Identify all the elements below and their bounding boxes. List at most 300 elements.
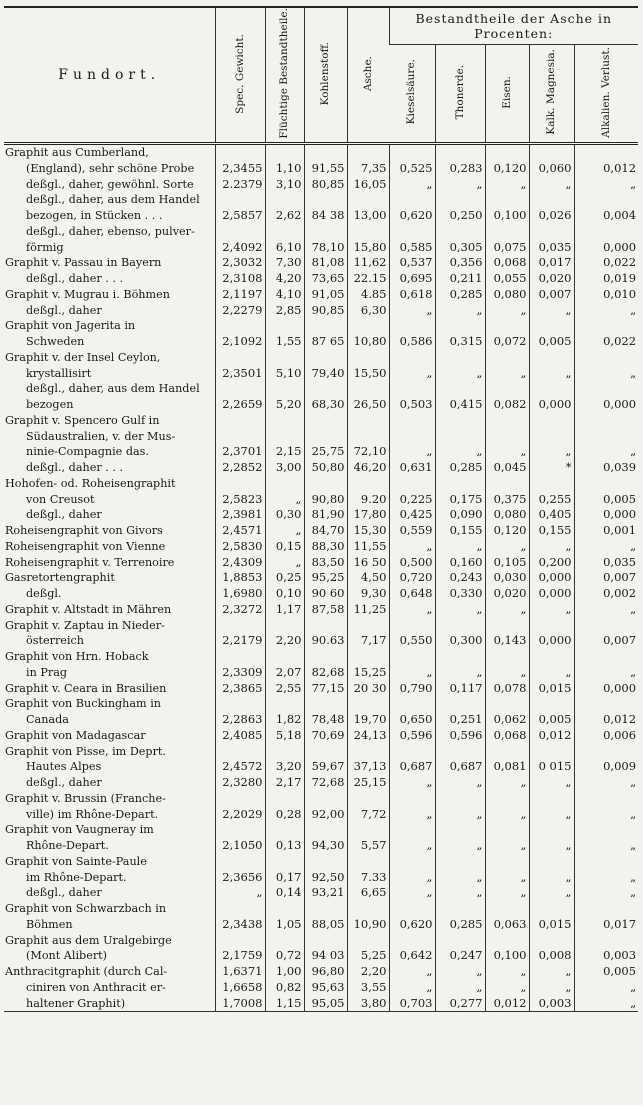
cell-fundort: Graphit von Pisse, im Deprt. — [5, 744, 166, 758]
cell-kalk-magnesia: „ — [529, 177, 574, 193]
cell-asche: 7,35 — [347, 161, 389, 177]
table-row — [4, 224, 638, 240]
cell-fluechtige: 5,10 — [265, 366, 304, 382]
cell-kalk-magnesia — [529, 350, 574, 366]
cell-kalk-magnesia: 0,000 — [529, 397, 574, 413]
cell-spec-gewicht: „ — [215, 885, 265, 901]
cell-fluechtige: 2,17 — [265, 775, 304, 791]
cell-kalk-magnesia — [529, 429, 574, 445]
header-asche: Asche. — [347, 7, 389, 144]
cell-kalk-magnesia: „ — [529, 665, 574, 681]
cell-spec-gewicht: 2,3981 — [215, 507, 265, 523]
cell-asche: 11,62 — [347, 255, 389, 271]
cell-kohlenstoff: 92,50 — [304, 870, 347, 886]
cell-kohlenstoff: 90.63 — [304, 633, 347, 649]
cell-fundort: deßgl., daher — [26, 508, 102, 522]
cell-asche: 37,13 — [347, 759, 389, 775]
table-row — [4, 523, 638, 539]
cell-asche: 13,00 — [347, 208, 389, 224]
cell-kohlenstoff: 72,68 — [304, 775, 347, 791]
cell-asche — [347, 144, 389, 161]
cell-thonerde: „ — [435, 870, 485, 886]
cell-kohlenstoff: 94 03 — [304, 948, 347, 964]
table-row — [4, 649, 638, 665]
cell-kieselsaeure — [389, 144, 435, 161]
cell-fluechtige: 1,82 — [265, 712, 304, 728]
cell-fluechtige: 0,72 — [265, 948, 304, 964]
cell-eisen: „ — [485, 303, 529, 319]
cell-fluechtige: 2,62 — [265, 208, 304, 224]
cell-thonerde: „ — [435, 964, 485, 980]
cell-kieselsaeure: „ — [389, 964, 435, 980]
cell-alkalien-verlust: „ — [574, 303, 638, 319]
cell-kieselsaeure: „ — [389, 444, 435, 460]
header-fluechtige: Flüchtige Bestandtheile. — [265, 7, 304, 144]
cell-kieselsaeure — [389, 791, 435, 807]
cell-kieselsaeure: 0,500 — [389, 555, 435, 571]
cell-alkalien-verlust: 0,022 — [574, 334, 638, 350]
cell-kieselsaeure: 0,790 — [389, 681, 435, 697]
cell-kohlenstoff: 59,67 — [304, 759, 347, 775]
cell-kieselsaeure — [389, 744, 435, 760]
cell-fluechtige — [265, 933, 304, 949]
cell-thonerde: 0,160 — [435, 555, 485, 571]
cell-kohlenstoff — [304, 476, 347, 492]
cell-spec-gewicht: 2,1050 — [215, 838, 265, 854]
cell-spec-gewicht: 2,4085 — [215, 728, 265, 744]
cell-eisen: „ — [485, 602, 529, 618]
cell-alkalien-verlust: 0,000 — [574, 397, 638, 413]
cell-spec-gewicht: 2,2852 — [215, 460, 265, 476]
cell-kalk-magnesia: 0,026 — [529, 208, 574, 224]
cell-kalk-magnesia: 0,003 — [529, 996, 574, 1012]
cell-fundort: deßgl., daher — [26, 886, 102, 900]
cell-kalk-magnesia: 0,405 — [529, 507, 574, 523]
cell-kohlenstoff — [304, 413, 347, 429]
cell-eisen: „ — [485, 964, 529, 980]
cell-kieselsaeure: „ — [389, 838, 435, 854]
cell-kieselsaeure: 0,425 — [389, 507, 435, 523]
cell-alkalien-verlust: „ — [574, 444, 638, 460]
cell-kohlenstoff: 88,05 — [304, 917, 347, 933]
cell-thonerde — [435, 192, 485, 208]
cell-kohlenstoff: 94,30 — [304, 838, 347, 854]
table-row — [4, 681, 638, 697]
cell-asche: 7,17 — [347, 633, 389, 649]
cell-fluechtige: „ — [265, 555, 304, 571]
cell-fundort: Graphit von Hrn. Hoback — [5, 650, 149, 663]
cell-fundort: bezogen — [26, 398, 74, 411]
cell-kalk-magnesia: „ — [529, 838, 574, 854]
cell-fluechtige: 0,17 — [265, 870, 304, 886]
cell-kalk-magnesia: 0,015 — [529, 917, 574, 933]
cell-eisen: „ — [485, 366, 529, 382]
cell-asche — [347, 318, 389, 334]
cell-alkalien-verlust: „ — [574, 870, 638, 886]
cell-kohlenstoff: 73,65 — [304, 271, 347, 287]
cell-asche: 16 50 — [347, 555, 389, 571]
cell-thonerde: 0,315 — [435, 334, 485, 350]
cell-alkalien-verlust: 0,009 — [574, 759, 638, 775]
cell-kalk-magnesia: 0,060 — [529, 161, 574, 177]
cell-kieselsaeure — [389, 318, 435, 334]
cell-kohlenstoff: 90 60 — [304, 586, 347, 602]
cell-spec-gewicht: 2,2029 — [215, 807, 265, 823]
cell-kohlenstoff — [304, 192, 347, 208]
cell-alkalien-verlust: 0,012 — [574, 712, 638, 728]
table-row — [4, 901, 638, 917]
cell-fluechtige: 0,30 — [265, 507, 304, 523]
cell-kieselsaeure: 0,586 — [389, 334, 435, 350]
cell-eisen — [485, 144, 529, 161]
cell-fluechtige — [265, 696, 304, 712]
cell-kieselsaeure — [389, 933, 435, 949]
cell-eisen — [485, 933, 529, 949]
cell-asche — [347, 933, 389, 949]
cell-fluechtige: 3,00 — [265, 460, 304, 476]
cell-kieselsaeure — [389, 350, 435, 366]
cell-eisen: „ — [485, 775, 529, 791]
table-row — [4, 570, 638, 586]
cell-fundort: Graphit v. Zaptau in Nieder- — [5, 618, 165, 632]
cell-thonerde: 0,330 — [435, 586, 485, 602]
cell-kohlenstoff: 25,75 — [304, 444, 347, 460]
cell-kieselsaeure — [389, 822, 435, 838]
cell-asche: 11,25 — [347, 602, 389, 618]
cell-eisen — [485, 649, 529, 665]
cell-kohlenstoff — [304, 791, 347, 807]
cell-asche — [347, 822, 389, 838]
cell-fundort: ninie-Compagnie das. — [26, 445, 149, 459]
cell-fluechtige: 0,15 — [265, 539, 304, 555]
cell-kieselsaeure: 0,596 — [389, 728, 435, 744]
header-eisen: Eisen. — [485, 45, 529, 144]
cell-kohlenstoff: 84 38 — [304, 208, 347, 224]
cell-eisen: „ — [485, 177, 529, 193]
cell-eisen — [485, 413, 529, 429]
cell-alkalien-verlust: 0,006 — [574, 728, 638, 744]
table-row — [4, 350, 638, 366]
cell-thonerde — [435, 144, 485, 161]
header-kohlenstoff: Kohlenstoff. — [304, 7, 347, 144]
table-body — [4, 144, 638, 1012]
cell-thonerde — [435, 318, 485, 334]
cell-kalk-magnesia — [529, 933, 574, 949]
cell-spec-gewicht — [215, 350, 265, 366]
cell-eisen: 0,068 — [485, 255, 529, 271]
cell-kalk-magnesia — [529, 224, 574, 240]
cell-kalk-magnesia: „ — [529, 870, 574, 886]
cell-eisen: 0,075 — [485, 240, 529, 256]
table-row — [4, 696, 638, 712]
cell-eisen: 0,020 — [485, 586, 529, 602]
cell-fundort: Hautes Alpes — [26, 760, 102, 774]
cell-kieselsaeure: 0,618 — [389, 287, 435, 303]
cell-kieselsaeure — [389, 618, 435, 634]
cell-thonerde: „ — [435, 980, 485, 996]
cell-thonerde: „ — [435, 838, 485, 854]
cell-spec-gewicht — [215, 791, 265, 807]
cell-fluechtige: „ — [265, 492, 304, 508]
cell-eisen — [485, 696, 529, 712]
table-row — [4, 917, 638, 933]
cell-asche: 2,20 — [347, 964, 389, 980]
header-spec-gewicht: Spec. Gewicht. — [215, 7, 265, 144]
table-row — [4, 964, 638, 980]
cell-spec-gewicht: 2,3438 — [215, 917, 265, 933]
table-row — [4, 728, 638, 744]
cell-kalk-magnesia: „ — [529, 980, 574, 996]
cell-asche — [347, 476, 389, 492]
cell-alkalien-verlust: „ — [574, 539, 638, 555]
cell-fluechtige: 2,55 — [265, 681, 304, 697]
cell-alkalien-verlust — [574, 618, 638, 634]
cell-kieselsaeure — [389, 901, 435, 917]
cell-thonerde — [435, 649, 485, 665]
cell-fundort: Böhmen — [26, 917, 73, 931]
cell-alkalien-verlust: 0,017 — [574, 917, 638, 933]
cell-fundort: Graphit von Sainte-Paule — [5, 854, 147, 868]
header-alkalien-verlust: Alkalien. Verlust. — [574, 45, 638, 144]
cell-asche: 15,30 — [347, 523, 389, 539]
cell-alkalien-verlust: 0,002 — [574, 586, 638, 602]
cell-alkalien-verlust — [574, 744, 638, 760]
cell-kalk-magnesia: „ — [529, 444, 574, 460]
cell-kohlenstoff: 91,55 — [304, 161, 347, 177]
cell-kalk-magnesia: 0,000 — [529, 570, 574, 586]
cell-asche — [347, 791, 389, 807]
cell-alkalien-verlust — [574, 192, 638, 208]
cell-fluechtige: 4,20 — [265, 271, 304, 287]
table-row — [4, 602, 638, 618]
cell-alkalien-verlust — [574, 696, 638, 712]
cell-alkalien-verlust: 0,019 — [574, 271, 638, 287]
cell-kieselsaeure: „ — [389, 539, 435, 555]
cell-fluechtige: 6,10 — [265, 240, 304, 256]
cell-fundort: Canada — [26, 713, 69, 726]
cell-spec-gewicht: 2,3032 — [215, 255, 265, 271]
cell-kieselsaeure: „ — [389, 807, 435, 823]
cell-kieselsaeure — [389, 224, 435, 240]
cell-fluechtige: 0,28 — [265, 807, 304, 823]
cell-spec-gewicht: 2.2379 — [215, 177, 265, 193]
header-kalk-magnesia: Kalk. Magnesia. — [529, 45, 574, 144]
cell-alkalien-verlust — [574, 429, 638, 445]
cell-spec-gewicht: 2,3309 — [215, 665, 265, 681]
cell-eisen — [485, 381, 529, 397]
cell-spec-gewicht: 2,4571 — [215, 523, 265, 539]
cell-asche: 6,65 — [347, 885, 389, 901]
cell-fundort: ciniren von Anthracit er- — [26, 980, 166, 994]
cell-kieselsaeure: 0,537 — [389, 255, 435, 271]
cell-eisen — [485, 822, 529, 838]
cell-fluechtige: 1,05 — [265, 917, 304, 933]
cell-kalk-magnesia: 0,005 — [529, 334, 574, 350]
cell-kieselsaeure: „ — [389, 775, 435, 791]
cell-thonerde: 0,283 — [435, 161, 485, 177]
cell-fundort: österreich — [26, 634, 84, 648]
cell-kalk-magnesia — [529, 901, 574, 917]
cell-kalk-magnesia: 0,255 — [529, 492, 574, 508]
cell-eisen: „ — [485, 980, 529, 996]
cell-spec-gewicht — [215, 854, 265, 870]
table-row — [4, 980, 638, 996]
cell-fundort: Roheisengraphit von Vienne — [5, 539, 166, 553]
cell-asche: 72,10 — [347, 444, 389, 460]
cell-kieselsaeure — [389, 192, 435, 208]
cell-alkalien-verlust: „ — [574, 885, 638, 901]
cell-kalk-magnesia — [529, 381, 574, 397]
cell-fundort: Graphit v. Passau in Bayern — [5, 256, 162, 270]
cell-eisen: 0,072 — [485, 334, 529, 350]
cell-kalk-magnesia: 0,155 — [529, 523, 574, 539]
cell-eisen: „ — [485, 444, 529, 460]
cell-asche — [347, 649, 389, 665]
cell-thonerde: „ — [435, 885, 485, 901]
cell-fluechtige: 0,13 — [265, 838, 304, 854]
cell-spec-gewicht — [215, 144, 265, 161]
cell-asche: 17,80 — [347, 507, 389, 523]
cell-kieselsaeure — [389, 649, 435, 665]
cell-fundort: (Mont Alibert) — [26, 949, 108, 963]
header-group-asche-bestandtheile: Bestandtheile der Asche in Procenten: — [389, 7, 638, 45]
cell-kalk-magnesia — [529, 144, 574, 161]
cell-thonerde — [435, 744, 485, 760]
cell-fundort: Graphit von Schwarzbach in — [5, 902, 167, 915]
cell-fluechtige: 1,10 — [265, 161, 304, 177]
cell-kohlenstoff: 80,85 — [304, 177, 347, 193]
cell-asche: 46,20 — [347, 460, 389, 476]
cell-alkalien-verlust: „ — [574, 665, 638, 681]
cell-asche — [347, 618, 389, 634]
cell-fluechtige: 3,10 — [265, 177, 304, 193]
cell-fluechtige: 0,14 — [265, 885, 304, 901]
cell-asche — [347, 901, 389, 917]
cell-kohlenstoff: 78,10 — [304, 240, 347, 256]
cell-alkalien-verlust: „ — [574, 775, 638, 791]
cell-thonerde: „ — [435, 444, 485, 460]
table-row — [4, 712, 638, 728]
cell-kohlenstoff — [304, 318, 347, 334]
cell-eisen: 0,055 — [485, 271, 529, 287]
table-row — [4, 144, 638, 161]
header-kieselsaeure: Kieselsäure. — [405, 59, 418, 125]
cell-asche: 5,57 — [347, 838, 389, 854]
cell-asche: 15,50 — [347, 366, 389, 382]
cell-alkalien-verlust: „ — [574, 838, 638, 854]
cell-alkalien-verlust: 0,010 — [574, 287, 638, 303]
cell-spec-gewicht: 1,8853 — [215, 570, 265, 586]
cell-spec-gewicht: 2,2863 — [215, 712, 265, 728]
cell-spec-gewicht: 2,4309 — [215, 555, 265, 571]
cell-kieselsaeure: 0,620 — [389, 917, 435, 933]
cell-spec-gewicht: 2,3501 — [215, 366, 265, 382]
table-row — [4, 948, 638, 964]
cell-kieselsaeure: 0,559 — [389, 523, 435, 539]
cell-kalk-magnesia: „ — [529, 539, 574, 555]
cell-kalk-magnesia — [529, 192, 574, 208]
cell-fundort: Graphit v. Ceara in Brasilien — [5, 681, 167, 695]
cell-kieselsaeure: 0,642 — [389, 948, 435, 964]
cell-fundort: deßgl., daher . . . — [26, 461, 124, 474]
cell-kieselsaeure — [389, 854, 435, 870]
cell-fluechtige — [265, 144, 304, 161]
cell-fluechtige: 1,55 — [265, 334, 304, 350]
cell-fluechtige — [265, 822, 304, 838]
cell-eisen — [485, 476, 529, 492]
cell-asche — [347, 744, 389, 760]
cell-fluechtige — [265, 901, 304, 917]
cell-spec-gewicht — [215, 618, 265, 634]
cell-alkalien-verlust: „ — [574, 366, 638, 382]
cell-thonerde: „ — [435, 807, 485, 823]
cell-spec-gewicht: 2,2659 — [215, 397, 265, 413]
cell-asche: 11,55 — [347, 539, 389, 555]
table-row — [4, 413, 638, 429]
cell-eisen: „ — [485, 807, 529, 823]
cell-alkalien-verlust: 0,022 — [574, 255, 638, 271]
cell-kieselsaeure: 0,503 — [389, 397, 435, 413]
cell-fundort: deßgl., daher, ebenso, pulver- — [26, 224, 195, 238]
cell-eisen: 0,080 — [485, 507, 529, 523]
cell-fluechtige: 4,10 — [265, 287, 304, 303]
cell-kieselsaeure: „ — [389, 177, 435, 193]
cell-asche — [347, 350, 389, 366]
table-row — [4, 240, 638, 256]
cell-kohlenstoff: 84,70 — [304, 523, 347, 539]
cell-fluechtige — [265, 791, 304, 807]
table-row — [4, 665, 638, 681]
cell-fundort: deßgl., daher — [26, 776, 102, 789]
cell-kalk-magnesia: * — [529, 460, 574, 476]
cell-eisen — [485, 901, 529, 917]
cell-kohlenstoff — [304, 224, 347, 240]
cell-asche — [347, 192, 389, 208]
graphite-analysis-table — [4, 6, 638, 1012]
cell-eisen — [485, 744, 529, 760]
cell-asche: 4,50 — [347, 570, 389, 586]
cell-fluechtige: 1,17 — [265, 602, 304, 618]
cell-kohlenstoff: 95,25 — [304, 570, 347, 586]
cell-asche: 4.85 — [347, 287, 389, 303]
cell-asche: 7.33 — [347, 870, 389, 886]
cell-spec-gewicht: 2,3280 — [215, 775, 265, 791]
table-header — [4, 7, 638, 144]
cell-eisen: 0,081 — [485, 759, 529, 775]
cell-thonerde — [435, 933, 485, 949]
cell-asche: 9.20 — [347, 492, 389, 508]
cell-thonerde — [435, 854, 485, 870]
cell-kalk-magnesia: 0,007 — [529, 287, 574, 303]
cell-kohlenstoff — [304, 696, 347, 712]
table-row — [4, 476, 638, 492]
cell-fundort: Gasretortengraphit — [5, 571, 115, 585]
cell-spec-gewicht: 2,3656 — [215, 870, 265, 886]
cell-kieselsaeure — [389, 381, 435, 397]
cell-thonerde: 0,356 — [435, 255, 485, 271]
table-row — [4, 539, 638, 555]
cell-spec-gewicht: 2,5823 — [215, 492, 265, 508]
table-row — [4, 208, 638, 224]
cell-spec-gewicht: 2,3701 — [215, 444, 265, 460]
table-row — [4, 759, 638, 775]
cell-kohlenstoff — [304, 901, 347, 917]
cell-eisen: „ — [485, 665, 529, 681]
cell-fundort: Graphit von Jagerita in — [5, 319, 136, 333]
cell-alkalien-verlust: 0,039 — [574, 460, 638, 476]
cell-eisen — [485, 618, 529, 634]
cell-asche — [347, 854, 389, 870]
